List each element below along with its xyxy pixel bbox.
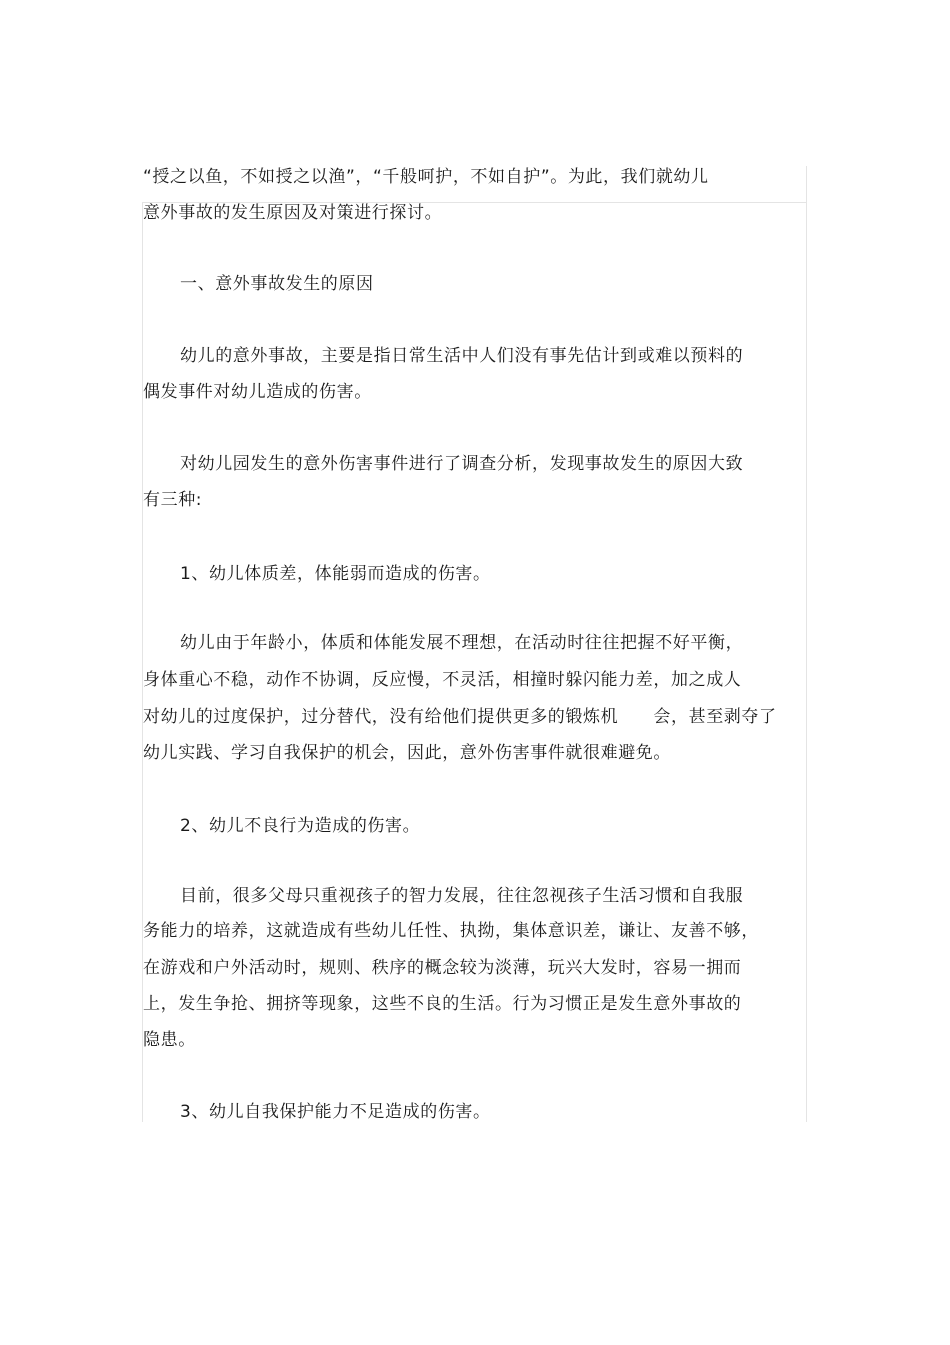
text-line: 幼儿由于年龄小，体质和体能发展不理想，在活动时往往把握不好平衡，: [180, 633, 744, 653]
text-line: “授之以鱼，不如授之以渔”，“千般呵护，不如自护”。为此，我们就幼儿: [143, 167, 709, 187]
text-line: 务能力的培养，这就造成有些幼儿任性、执拗，集体意识差，谦让、友善不够，: [143, 921, 759, 941]
text-line: 偶发事件对幼儿造成的伤害。: [143, 382, 372, 402]
subsection-heading: 1、幼儿体质差，体能弱而造成的伤害。: [180, 564, 491, 584]
subsection-heading: 2、幼儿不良行为造成的伤害。: [180, 816, 421, 836]
text-line: 意外事故的发生原因及对策进行探讨。: [143, 203, 443, 223]
text-line: 幼儿的意外事故，主要是指日常生活中人们没有事先估计到或难以预料的: [180, 346, 744, 366]
text-line: 上，发生争抢、拥挤等现象，这些不良的生活。行为习惯正是发生意外事故的: [143, 994, 742, 1014]
frame-left-border: [142, 202, 143, 1122]
text-line: 在游戏和户外活动时，规则、秩序的概念较为淡薄，玩兴大发时，容易一拥而: [143, 958, 742, 978]
text-line: 幼儿实践、学习自我保护的机会，因此，意外伤害事件就很难避免。: [143, 743, 671, 763]
text-line: 有三种:: [143, 490, 203, 510]
section-heading: 一、意外事故发生的原因: [180, 274, 374, 294]
text-line: 目前，很多父母只重视孩子的智力发展，往往忽视孩子生活习惯和自我服: [180, 886, 744, 906]
text-line: 对幼儿的过度保护，过分替代，没有给他们提供更多的锻炼机 会，甚至剥夺了: [143, 707, 777, 727]
subsection-heading: 3、幼儿自我保护能力不足造成的伤害。: [180, 1102, 491, 1122]
text-line: 身体重心不稳，动作不协调，反应慢，不灵活，相撞时躲闪能力差，加之成人: [143, 670, 742, 690]
text-line: 隐患。: [143, 1030, 196, 1050]
text-line: 对幼儿园发生的意外伤害事件进行了调查分析，发现事故发生的原因大致: [180, 454, 744, 474]
frame-right-border: [806, 166, 807, 1122]
